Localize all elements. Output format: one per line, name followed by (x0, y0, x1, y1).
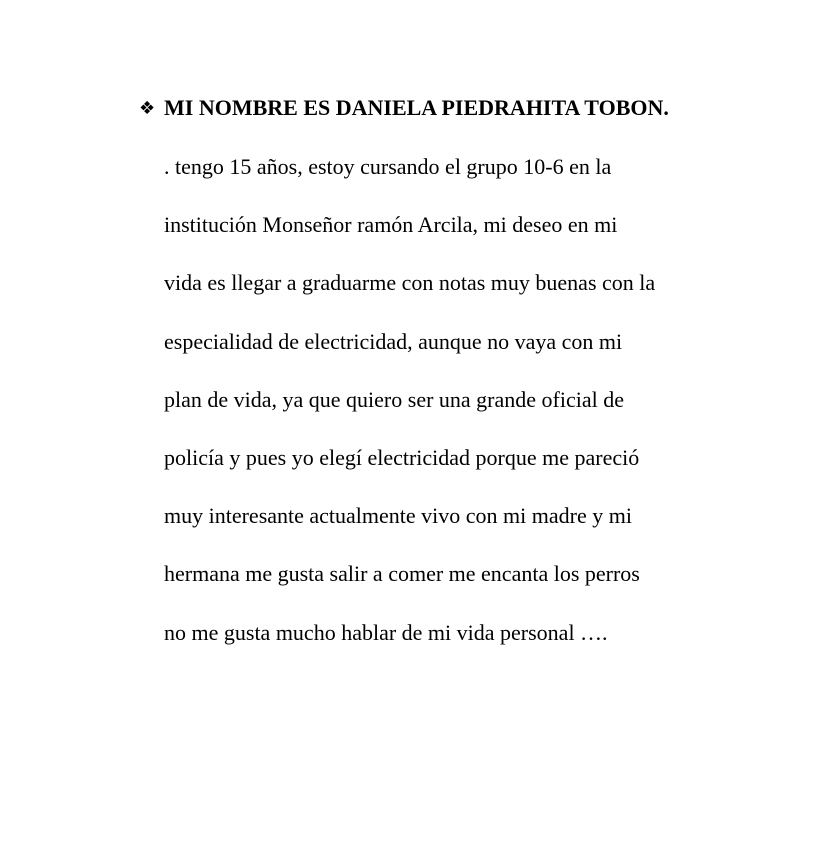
paragraph-line: policía y pues yo elegí electricidad porque me pareció (164, 445, 640, 471)
paragraph-line: vida es llegar a graduarme con notas muy buenas con la (164, 270, 656, 296)
paragraph-line: . tengo 15 años, estoy cursando el grupo 10-6 en la (164, 154, 612, 180)
paragraph-line: hermana me gusta salir a comer me encanta los perros (164, 561, 640, 587)
paragraph-line: muy interesante actualmente vivo con mi madre y mi (164, 503, 632, 529)
name-heading: MI NOMBRE ES DANIELA PIEDRAHITA TOBON. (164, 95, 669, 120)
paragraph-line: no me gusta mucho hablar de mi vida personal …. (164, 619, 608, 645)
heading-row (139, 94, 739, 122)
paragraph-line: especialidad de electricidad, aunque no vaya con mi (164, 328, 623, 354)
paragraph (164, 123, 739, 676)
paragraph-line: plan de vida, ya que quiero ser una grande oficial de (164, 386, 624, 412)
bullet-item (139, 94, 739, 676)
paragraph-line: institución Monseñor ramón Arcila, mi deseo en mi (164, 212, 618, 238)
diamond-bullet-icon: ❖ (139, 98, 156, 119)
